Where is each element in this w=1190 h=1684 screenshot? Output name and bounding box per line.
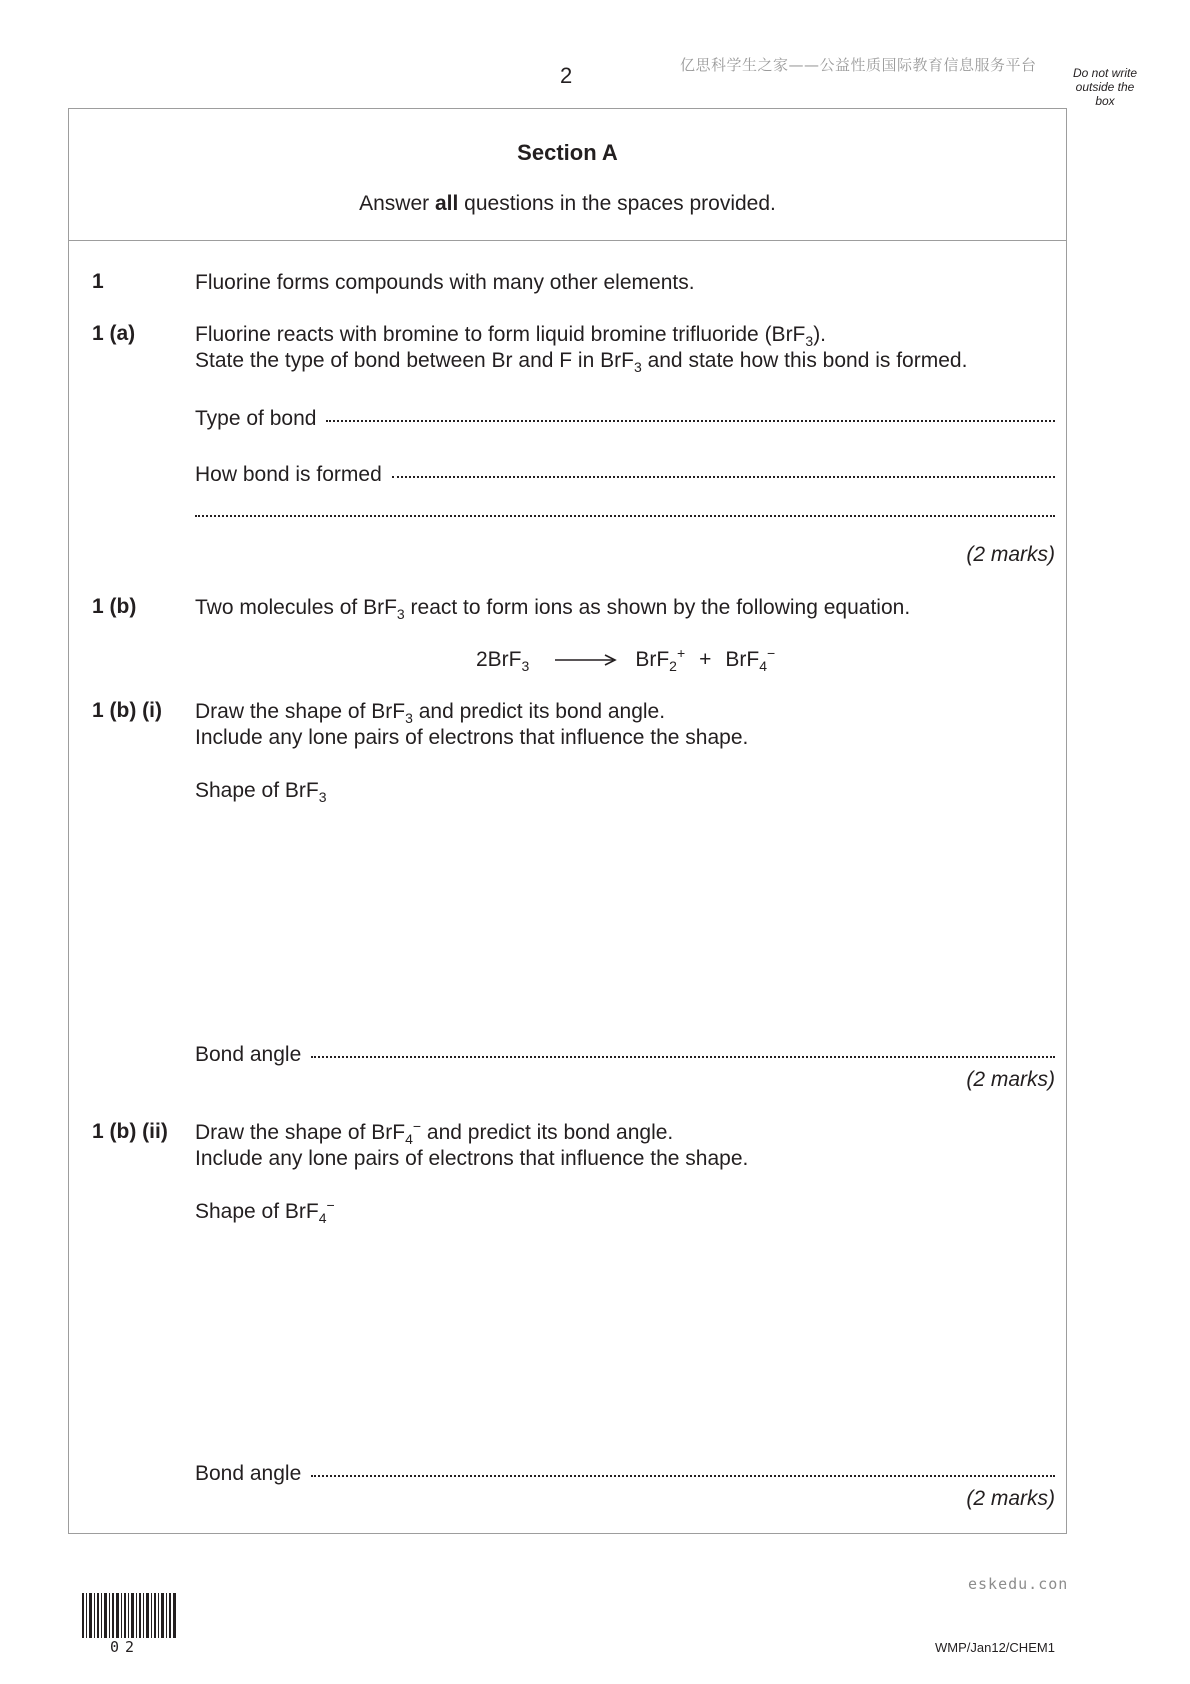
shape-brf3-label: Shape of BrF$_3$ [195, 779, 327, 805]
dotted-answer-line [311, 1475, 1055, 1477]
question-1b-text: Two molecules of BrF$_3$ react to form ions as shown by the following equation. [195, 596, 911, 622]
answer-line-how-bond-formed[interactable] [195, 463, 1055, 487]
dotted-answer-line [311, 1056, 1055, 1058]
marks-label: (2 marks) [966, 1487, 1055, 1510]
page-number: 2 [560, 63, 573, 88]
question-number-1bii: 1 (b) (ii) [92, 1120, 168, 1143]
section-instruction: Answer all questions in the spaces provided. [359, 192, 776, 215]
margin-note: Do not write outside the box [1072, 66, 1138, 108]
reaction-arrow-icon [555, 653, 617, 667]
drawing-area-brf4[interactable] [195, 1232, 1055, 1432]
marks-label: (2 marks) [966, 1068, 1055, 1091]
how-bond-formed-label: How bond is formed [195, 463, 382, 486]
question-1a-text: Fluorine reacts with bromine to form liquid bromine trifluoride (BrF$_3$). State the type of bond between Br and F in BrF$_3$ and state how this bond is formed. [195, 323, 968, 375]
marks-label: (2 marks) [966, 543, 1055, 566]
equation-plus: + [699, 648, 712, 671]
barcode-image [82, 1593, 176, 1638]
equation-product-1: BrF$_2$+ [635, 645, 686, 674]
drawing-area-brf3[interactable] [195, 812, 1055, 1012]
dotted-answer-line [392, 476, 1055, 478]
question-1bii-text: Draw the shape of BrF$_4$− and predict its bond angle. Include any lone pairs of electrons that influence the shape. [195, 1118, 749, 1170]
equation-reactant: 2BrF$_3$ [476, 648, 530, 674]
question-1bi-text: Draw the shape of BrF$_3$ and predict its bond angle. Include any lone pairs of electrons that influence the shape. [195, 700, 749, 749]
paper-code: WMP/Jan12/CHEM1 [935, 1640, 1055, 1655]
answer-line-type-of-bond[interactable] [195, 407, 1055, 431]
reaction-equation [476, 645, 776, 674]
bond-angle-label: Bond angle [195, 1043, 302, 1066]
barcode-digits: 02 [110, 1638, 141, 1656]
question-number-1: 1 [92, 270, 104, 293]
question-number-1a: 1 (a) [92, 322, 136, 345]
question-number-1b: 1 (b) [92, 595, 137, 618]
section-divider [69, 240, 1066, 241]
section-title: Section A [517, 140, 618, 165]
answer-line-bond-angle-brf3[interactable] [195, 1043, 1055, 1067]
question-1-intro: Fluorine forms compounds with many other elements. [195, 271, 695, 294]
footer-watermark: eskedu.con [968, 1575, 1069, 1593]
dotted-answer-line [326, 420, 1055, 422]
question-number-1bi: 1 (b) (i) [92, 699, 162, 722]
dotted-answer-line [195, 515, 1055, 517]
equation-product-2: BrF$_4$− [725, 645, 776, 674]
shape-brf4-label: Shape of BrF$_4$− [195, 1197, 335, 1226]
type-of-bond-label: Type of bond [195, 407, 317, 430]
bond-angle-label: Bond angle [195, 1462, 302, 1485]
watermark-text: 亿思科学生之家——公益性质国际教育信息服务平台 [680, 56, 1037, 74]
answer-line-continuation[interactable] [195, 518, 1055, 520]
answer-line-bond-angle-brf4[interactable] [195, 1462, 1055, 1486]
